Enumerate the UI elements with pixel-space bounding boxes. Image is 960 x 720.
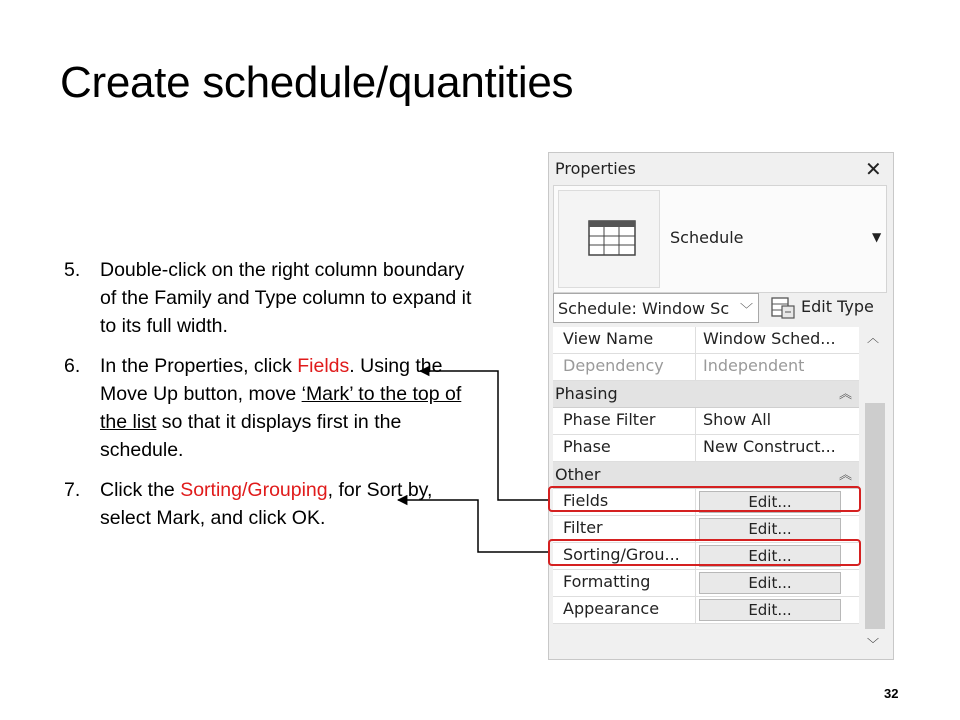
step-text-part: Click the xyxy=(100,479,181,501)
close-icon[interactable]: ✕ xyxy=(865,157,882,181)
formatting-edit-button[interactable]: Edit... xyxy=(699,572,841,594)
collapse-icon[interactable]: ︽ xyxy=(839,468,853,483)
step-text-part: In the Properties, click xyxy=(100,355,298,377)
step-number: 5. xyxy=(64,259,81,281)
sorting-arrow xyxy=(398,500,548,552)
property-name: Phase xyxy=(553,435,696,461)
selector-value: Schedule: Window Sc xyxy=(558,299,730,318)
group-label: Phasing xyxy=(555,384,618,403)
fields-highlight: Fields xyxy=(297,355,350,377)
property-name: View Name xyxy=(553,327,696,353)
property-name: Fields xyxy=(553,489,696,515)
step-text: Double-click on the right column boundary of the Family and Type column to expand it to its full width. xyxy=(100,259,472,337)
chevron-down-icon: ﹀ xyxy=(739,303,753,318)
edit-type-label: Edit Type xyxy=(801,297,874,316)
property-name: Dependency xyxy=(553,354,696,380)
step-number: 6. xyxy=(64,355,81,377)
collapse-icon[interactable]: ︽ xyxy=(839,387,853,402)
scroll-down-icon[interactable]: ﹀ xyxy=(867,637,880,651)
property-name: Formatting xyxy=(553,570,696,596)
page-number: 32 xyxy=(884,686,899,701)
fields-edit-button[interactable]: Edit... xyxy=(699,491,841,513)
property-name: Filter xyxy=(553,516,696,542)
step-number: 7. xyxy=(64,479,81,501)
scroll-up-icon[interactable]: ︿ xyxy=(867,331,880,345)
dropdown-arrow-icon[interactable]: ▼ xyxy=(872,230,882,244)
property-value[interactable]: Show All xyxy=(703,410,772,429)
property-value[interactable]: New Construct... xyxy=(703,437,836,456)
property-name: Phase Filter xyxy=(553,408,696,434)
group-label: Other xyxy=(555,465,601,484)
slide-title: Create schedule/quantities xyxy=(60,58,574,107)
underlined-text: ‘Mark’ to the top of the list xyxy=(100,383,462,433)
property-name: Appearance xyxy=(553,597,696,623)
sorting-grouping-edit-button[interactable]: Edit... xyxy=(699,545,841,567)
fields-arrow xyxy=(420,371,548,500)
filter-edit-button[interactable]: Edit... xyxy=(699,518,841,540)
step-text-part: , for Sort by, select Mark, and click OK. xyxy=(100,479,433,529)
type-name: Schedule xyxy=(670,228,744,247)
property-value[interactable]: Window Sched... xyxy=(703,329,836,348)
step-text-part: . Using the Move Up button, move xyxy=(100,355,443,405)
property-value: Independent xyxy=(703,356,805,375)
step-text-part: so that it displays first in the schedule. xyxy=(100,411,402,461)
property-name: Sorting/Grou... xyxy=(553,543,696,569)
appearance-edit-button[interactable]: Edit... xyxy=(699,599,841,621)
sorting-grouping-highlight: Sorting/Grouping xyxy=(180,479,328,501)
panel-title: Properties xyxy=(555,159,636,178)
